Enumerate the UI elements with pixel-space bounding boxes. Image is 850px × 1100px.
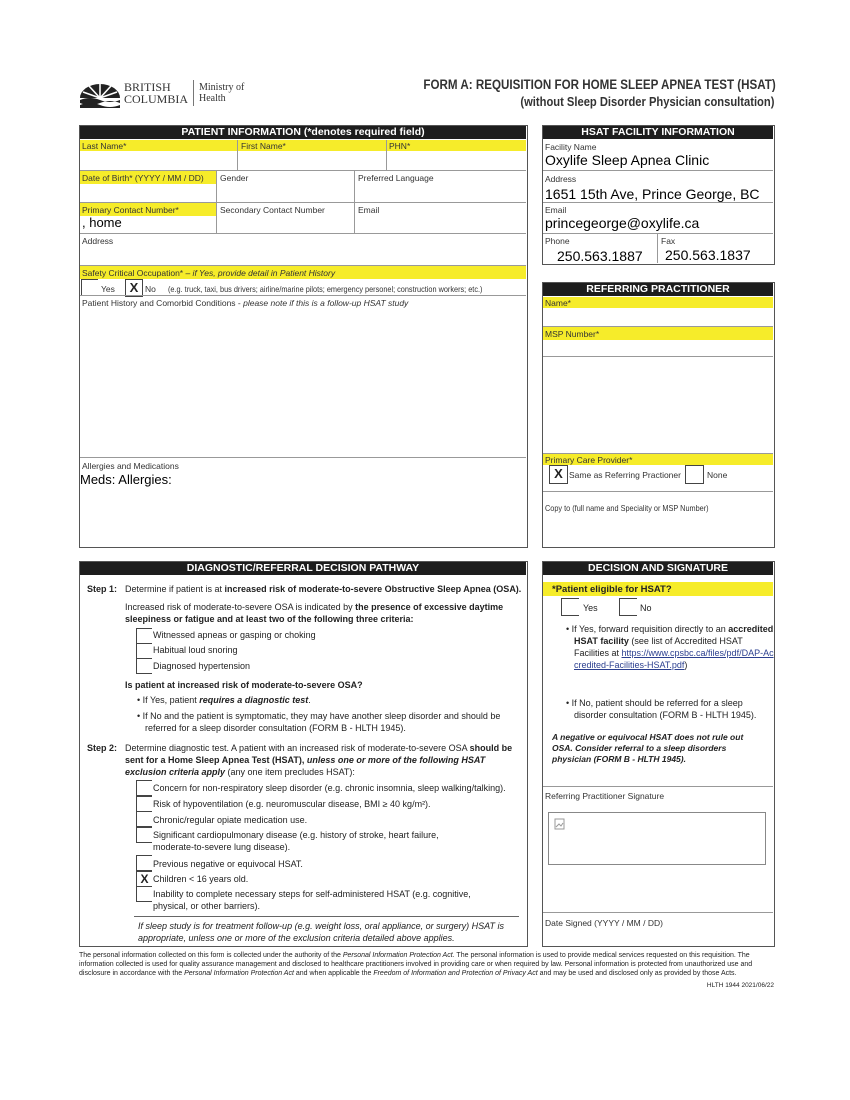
safety-yes-label: Yes	[101, 284, 115, 294]
first-name-field[interactable]	[238, 151, 386, 170]
privacy-notice: The personal information collected on this form is collected under the authority of the Personal Information Protection Act. The personal information is used to provide medical services requested on this requisition. The information collected is used for quality assurance management and disclosed to healthcare practitioners involved in providing care or when required by law. Personal information is protected from unauthorized use and disclosure in accordance with the Personal Information Protection Act and when applicable the Freedom of Information and Protection of Privacy Act and may be used and disclosed only as provided by those Acts.	[79, 952, 753, 977]
facility-name-field[interactable]: Oxylife Sleep Apnea Clinic	[545, 152, 710, 168]
eligible-no-checkbox[interactable]	[619, 598, 637, 616]
facility-address-label: Address	[545, 174, 577, 184]
eligible-yes-checkbox[interactable]	[561, 598, 579, 616]
copy-to-field[interactable]	[543, 514, 773, 545]
exclusion-label-3: Chronic/regular opiate medication use.	[153, 815, 308, 825]
secondary-contact-field[interactable]	[217, 216, 354, 233]
referring-practitioner-heading: REFERRING PRACTITIONER	[543, 283, 773, 296]
diagnostic-pathway-heading: DIAGNOSTIC/REFERRAL DECISION PATHWAY	[80, 562, 526, 575]
hsat-facility-heading: HSAT FACILITY INFORMATION	[543, 126, 773, 139]
safety-no-label: No	[145, 284, 156, 294]
referring-name-field[interactable]	[543, 308, 773, 326]
eligible-yes-label: Yes	[583, 603, 598, 613]
ministry-line-2: Health	[199, 93, 226, 104]
date-signed-label: Date Signed (YYYY / MM / DD)	[545, 918, 663, 928]
same-as-referring-checkbox[interactable]: X	[549, 465, 568, 484]
patient-email-field[interactable]	[355, 216, 526, 233]
form-title: FORM A: REQUISITION FOR HOME SLEEP APNEA TEST (HSAT)	[423, 77, 776, 92]
eligible-no-label: No	[640, 603, 652, 613]
secondary-contact-label: Secondary Contact Number	[220, 205, 325, 215]
facility-fax-field[interactable]: 250.563.1837	[665, 247, 751, 263]
exclusion-label-2: Risk of hypoventilation (e.g. neuromuscular disease, BMI ≥ 40 kg/m²).	[153, 799, 431, 809]
criteria-checkbox-1[interactable]	[136, 628, 152, 644]
criteria-checkbox-2[interactable]	[136, 643, 152, 659]
criteria-label-1: Witnessed apneas or gasping or choking	[153, 630, 316, 640]
dob-label: Date of Birth* (YYYY / MM / DD)	[82, 173, 204, 183]
primary-care-provider-label: Primary Care Provider*	[545, 455, 633, 465]
exclusion-checkbox-2[interactable]	[136, 796, 152, 812]
form-subtitle: (without Sleep Disorder Physician consultation)	[519, 94, 774, 109]
followup-note: If sleep study is for treatment follow-up (e.g. weight loss, oral appliance, or surgery) HSAT is appropriate, unless one or more of the exclusion criteria detailed above applies.	[138, 921, 504, 943]
dob-field[interactable]	[80, 184, 216, 202]
step1-criteria-intro: Increased risk of moderate-to-severe OSA is indicated by the presence of excessive daytime sleepiness or fatigue and at least two of the following three criteria:	[125, 602, 504, 624]
signature-field[interactable]	[548, 812, 766, 865]
msp-number-field[interactable]	[543, 340, 773, 356]
first-name-label: First Name*	[241, 141, 286, 151]
referring-name-label: Name*	[545, 298, 571, 308]
facility-address-field[interactable]: 1651 15th Ave, Prince George, BC	[545, 186, 760, 202]
exclusion-label-5: Previous negative or equivocal HSAT.	[153, 859, 303, 869]
pcp-none-label: None	[707, 470, 728, 480]
preferred-language-label: Preferred Language	[358, 173, 434, 183]
decision-signature-heading: DECISION AND SIGNATURE	[543, 562, 773, 575]
allergies-label: Allergies and Medications	[82, 461, 179, 471]
negative-hsat-note: A negative or equivocal HSAT does not rule out OSA. Consider referral to a sleep disorders physician (FORM B - HLTH 1945).	[552, 732, 744, 764]
gender-field[interactable]	[217, 184, 354, 202]
msp-number-label: MSP Number*	[545, 329, 600, 339]
eligible-question: *Patient eligible for HSAT?	[552, 584, 672, 595]
same-as-referring-label: Same as Referring Practioner	[569, 470, 681, 480]
allergies-field[interactable]: Meds: Allergies:	[80, 472, 172, 487]
bc-logo	[78, 76, 248, 110]
logo-text-columbia: COLUMBIA	[124, 92, 189, 106]
primary-contact-label: Primary Contact Number*	[82, 205, 179, 215]
exclusion-label-7: Inability to complete necessary steps for self-administered HSAT (e.g. cognitive, physical, or other barriers).	[153, 889, 471, 911]
image-placeholder-icon	[554, 818, 566, 830]
risk-if-yes: • If Yes, patient requires a diagnostic test.	[137, 695, 311, 705]
email-label: Email	[358, 205, 380, 215]
gender-label: Gender	[220, 173, 249, 183]
ministry-line-1: Ministry of	[199, 82, 245, 93]
facility-name-label: Facility Name	[545, 142, 597, 152]
exclusion-checkbox-1[interactable]	[136, 780, 152, 796]
primary-contact-field[interactable]: , home	[82, 215, 122, 230]
copy-to-label: Copy to (full name and Speciality or MSP Number)	[545, 503, 709, 513]
step2-text: Determine diagnostic test. A patient with an increased risk of moderate-to-severe OSA should be sent for a Home Sleep Apnea Test (HSAT), unless one or more of the following HSAT exclusion criteria apply (any one item precludes HSAT):	[125, 743, 513, 777]
exclusion-checkbox-5[interactable]	[136, 855, 152, 871]
risk-if-no: • If No and the patient is symptomatic, they may have another sleep disorder and should be referred for a sleep disorder consultation (FORM B - HLTH 1945).	[137, 711, 501, 733]
criteria-label-2: Habitual loud snoring	[153, 645, 238, 655]
exclusion-checkbox-7[interactable]	[136, 886, 152, 902]
preferred-language-field[interactable]	[355, 184, 526, 202]
exclusion-checkbox-4[interactable]	[136, 827, 152, 843]
safety-yes-checkbox[interactable]	[81, 279, 98, 296]
step1-label: Step 1:	[87, 584, 118, 594]
form-code: HLTH 1944 2021/06/22	[706, 982, 774, 989]
signature-label: Referring Practitioner Signature	[545, 791, 665, 801]
accredited-facilities-link[interactable]: https://www.cpsbc.ca/files/pdf/DAP-Accredited-Facilities-HSAT.pdf	[574, 648, 774, 670]
criteria-label-3: Diagnosed hypertension	[153, 661, 251, 671]
risk-question: Is patient at increased risk of moderate-to-severe OSA?	[125, 680, 363, 690]
facility-phone-label: Phone	[545, 236, 570, 246]
sun-logo-icon	[78, 78, 122, 108]
referring-practitioner-details[interactable]	[543, 357, 773, 453]
phn-label: PHN*	[389, 141, 411, 151]
patient-address-field[interactable]	[80, 246, 526, 265]
patient-address-label: Address	[82, 236, 114, 246]
logo-text-british: BRITISH	[124, 80, 171, 94]
pcp-none-checkbox[interactable]	[685, 465, 704, 484]
facility-phone-field[interactable]: 250.563.1887	[557, 248, 643, 264]
exclusion-label-1: Concern for non-respiratory sleep disorder (e.g. chronic insomnia, sleep walking/talking).	[153, 783, 506, 793]
exclusion-label-4: Significant cardiopulmonary disease (e.g. history of stroke, heart failure, moderate-to-severe lung disease).	[153, 830, 439, 852]
date-signed-field[interactable]	[543, 929, 773, 944]
patient-history-label: Patient History and Comorbid Conditions - please note if this is a follow-up HSAT study	[82, 298, 409, 308]
last-name-label: Last Name*	[82, 141, 127, 151]
exclusion-checkbox-6[interactable]: X	[136, 871, 152, 887]
step2-label: Step 2:	[87, 743, 118, 753]
patient-history-field[interactable]	[80, 309, 526, 457]
eligible-if-yes: • If Yes, forward requisition directly to an accredited HSAT facility (see list of Accredited HSAT Facilities at https://www.cpsbc.ca/files/pdf/DAP-Accredited-Facilities-HSAT.pdf)	[566, 624, 774, 670]
safety-occupation-label: Safety Critical Occupation* – if Yes, provide detail in Patient History	[82, 268, 336, 278]
facility-email-field[interactable]: princegeorge@oxylife.ca	[545, 215, 700, 231]
facility-fax-label: Fax	[661, 236, 676, 246]
facility-email-label: Email	[545, 205, 567, 215]
exclusion-checkbox-3[interactable]	[136, 811, 152, 827]
step1-text: Determine if patient is at increased risk of moderate-to-severe Obstructive Sleep Apnea (OSA).	[125, 584, 522, 594]
phn-field[interactable]	[387, 151, 526, 170]
criteria-checkbox-3[interactable]	[136, 658, 152, 674]
patient-information-heading: PATIENT INFORMATION (*denotes required field)	[80, 126, 526, 139]
eligible-if-no: • If No, patient should be referred for a sleep disorder consultation (FORM B - HLTH 1945).	[566, 698, 757, 720]
exclusion-label-6: Children < 16 years old.	[153, 874, 249, 884]
last-name-field[interactable]	[80, 151, 237, 170]
safety-examples: (e.g. truck, taxi, bus drivers; airline/marine pilots; emergency personel; construction workers; etc.)	[168, 284, 483, 294]
safety-no-checkbox[interactable]: X	[125, 279, 143, 297]
